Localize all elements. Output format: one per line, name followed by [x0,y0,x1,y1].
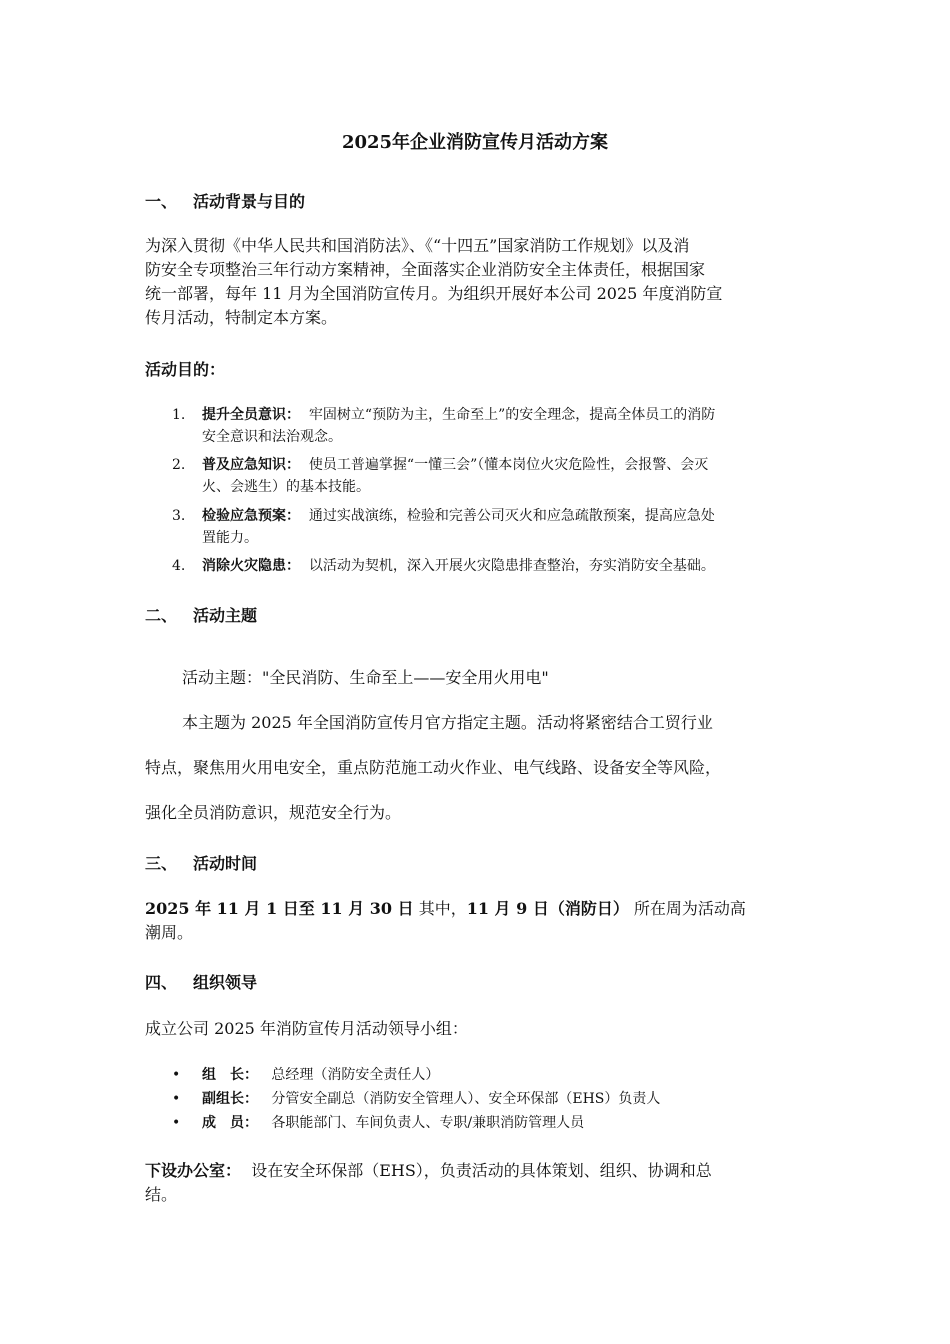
member-role: 副组长： [202,1091,258,1107]
office-text-cont: 结。 [145,1185,178,1204]
goal-label: 提升全员意识： [202,407,300,423]
member-item-members [172,1112,584,1134]
time-tail-text: 所在周为活动高 [628,899,746,918]
goal-text: 牢固树立“预防为主，生命至上”的安全理念，提高全体员工的消防 [308,407,716,423]
bullet-icon: • [172,1091,181,1107]
time-line-2: 潮周。 [145,923,194,942]
theme-line: 活动主题："全民消防、生命至上——安全用火用电" [182,668,549,687]
section-1-title: 活动背景与目的 [193,192,306,211]
office-label: 下设办公室： [145,1161,242,1180]
goal-text: 以活动为契机，深入开展火灾隐患排查整治，夯实消防安全基础。 [308,558,715,574]
goal-text-cont: 安全意识和法治观念。 [202,429,342,445]
section-2-heading [145,603,257,626]
goal-item-3 [172,505,812,549]
section-3-number: 三、 [145,854,178,873]
office-paragraph [145,1159,815,1207]
time-paragraph [145,897,815,945]
bullet-icon: • [172,1115,181,1131]
goal-number: 2. [172,457,186,473]
member-value: 总经理（消防安全责任人） [271,1067,440,1083]
member-item-leader [172,1064,439,1086]
member-value: 分管安全副总（消防安全管理人）、安全环保部（EHS）负责人 [271,1091,661,1107]
member-item-deputy [172,1088,660,1110]
paragraph-line: 传月活动，特制定本方案。 [145,308,338,327]
section-1-paragraph [145,234,815,330]
section-1-heading [145,189,305,212]
time-range: 2025 年 11 月 1 日至 11 月 30 日 [145,899,414,918]
section-2-title: 活动主题 [193,606,258,625]
time-mid-text: 其中， [413,899,467,918]
goal-item-4 [172,555,812,577]
goal-item-2 [172,454,812,498]
section-4-title: 组织领导 [193,973,258,992]
goal-number: 3. [172,508,186,524]
section-2-number: 二、 [145,606,178,625]
section-4-number: 四、 [145,973,178,992]
goal-label: 消除火灾隐患： [202,558,300,574]
goal-text: 通过实战演练，检验和完善公司灭火和应急疏散预案，提高应急处 [308,508,715,524]
office-text: 设在安全环保部（EHS），负责活动的具体策划、组织、协调和总 [251,1161,712,1180]
bullet-icon: • [172,1067,181,1083]
group-intro: 成立公司 2025 年消防宣传月活动领导小组： [145,1019,468,1038]
theme-paragraph-line: 特点，聚焦用火用电安全，重点防范施工动火作业、电气线路、设备安全等风险， [145,758,722,777]
goal-number: 1. [172,407,186,423]
section-3-heading [145,851,257,874]
goal-text-cont: 火、会逃生）的基本技能。 [202,479,370,495]
goal-number: 4. [172,558,186,574]
goal-label: 检验应急预案： [202,508,300,524]
theme-paragraph-line: 本主题为 2025 年全国消防宣传月官方指定主题。活动将紧密结合工贸行业 [182,713,713,732]
member-value: 各职能部门、车间负责人、专职/兼职消防管理人员 [271,1115,585,1131]
goal-text: 使员工普遍掌握“一懂三会”（懂本岗位火灾危险性，会报警、会灭 [308,457,709,473]
goal-text-cont: 置能力。 [202,530,258,546]
fire-day: 11 月 9 日（消防日） [466,899,629,918]
member-role: 成 员： [202,1115,258,1131]
paragraph-line: 为深入贯彻《中华人民共和国消防法》、《“十四五”国家消防工作规划》以及消 [145,236,690,255]
section-3-title: 活动时间 [193,854,258,873]
section-1-number: 一、 [145,192,178,211]
goal-label: 普及应急知识： [202,457,300,473]
goals-label: 活动目的： [145,360,226,379]
goal-item-1 [172,404,812,448]
document-title: 2025年企业消防宣传月活动方案 [341,132,609,153]
paragraph-line: 统一部署，每年 11 月为全国消防宣传月。为组织开展好本公司 2025 年度消防宣 [145,284,723,303]
member-role: 组 长： [202,1067,258,1083]
paragraph-line: 防安全专项整治三年行动方案精神，全面落实企业消防安全主体责任，根据国家 [145,260,706,279]
section-4-heading [145,970,257,993]
theme-paragraph-line: 强化全员消防意识，规范安全行为。 [145,803,402,822]
